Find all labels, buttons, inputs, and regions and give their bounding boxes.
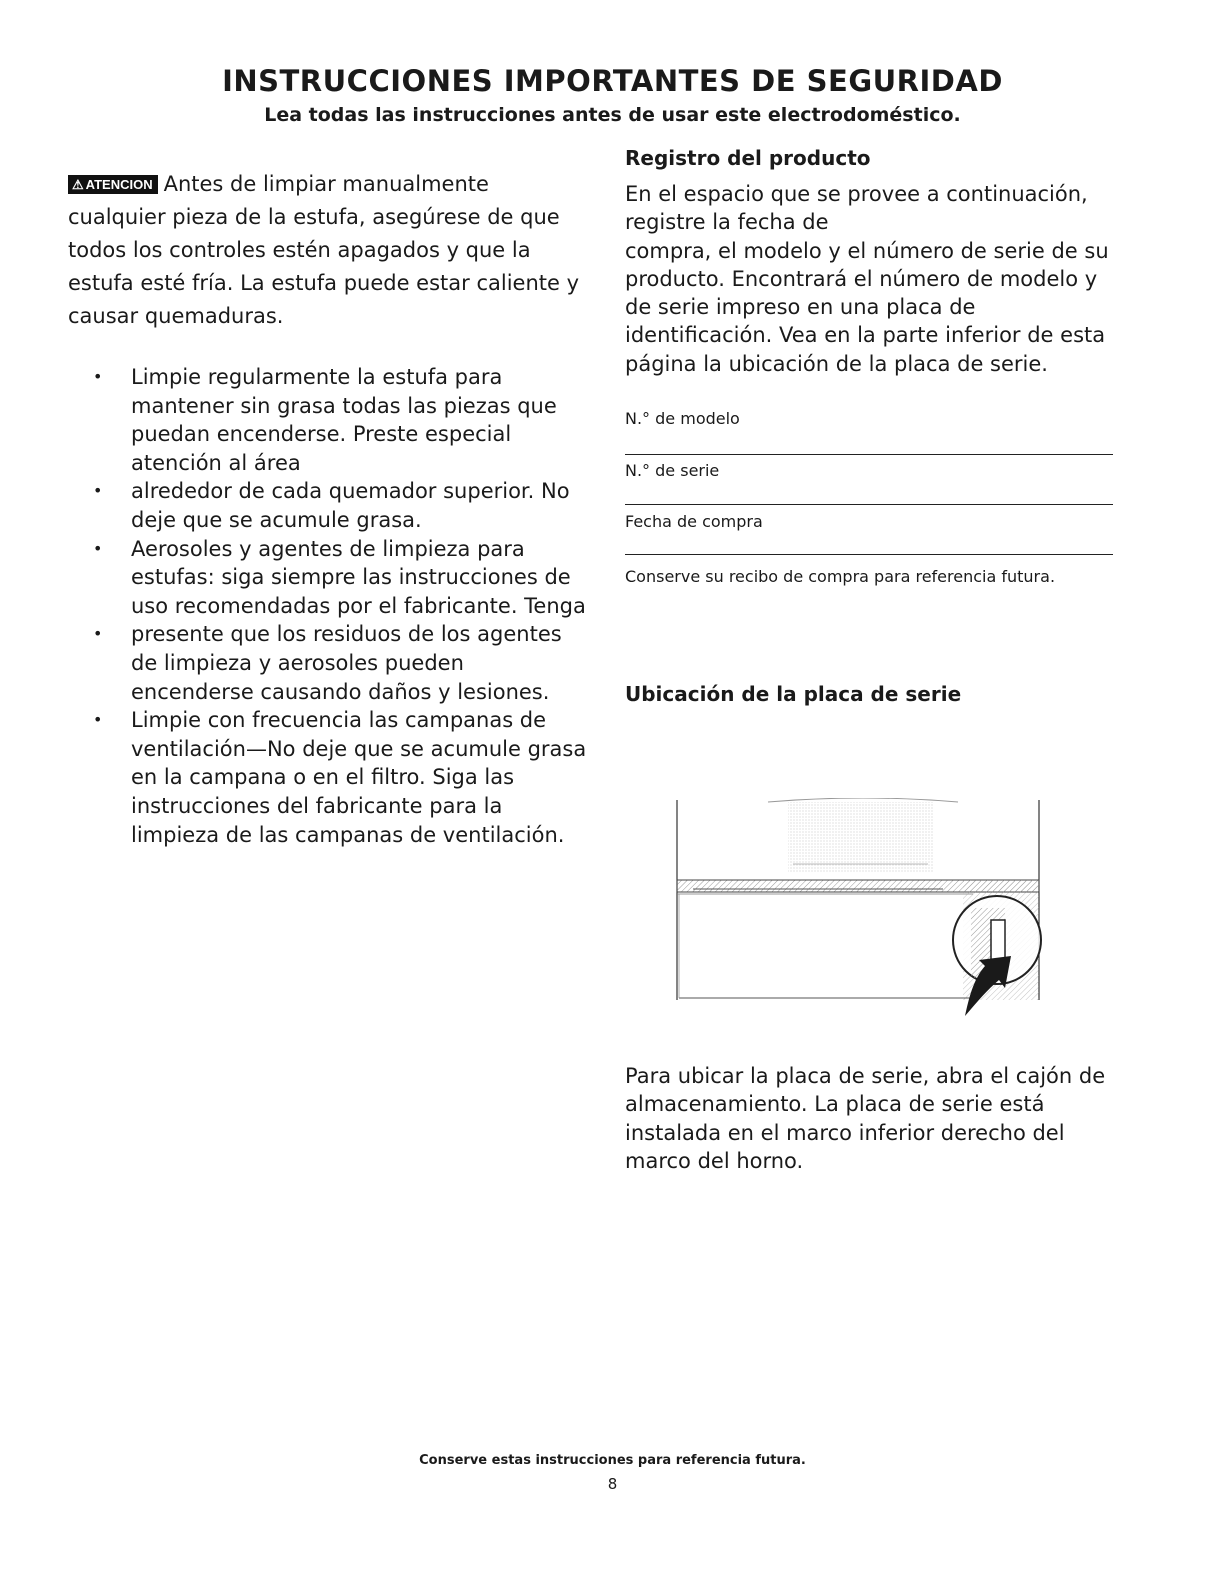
registration-heading: Registro del producto: [625, 146, 871, 170]
warning-paragraph: [68, 168, 588, 333]
registration-text: [625, 180, 1115, 378]
keep-receipt-note: Conserve su recibo de compra para referencia futura.: [625, 567, 1056, 586]
serial-plate-instructions: Para ubicar la placa de serie, abra el cajón de almacenamiento. La placa de serie está instalada en el marco inferior derecho del marco del horno.: [625, 1064, 1106, 1173]
serial-number-label: N.° de serie: [625, 461, 720, 480]
warning-text: Antes de limpiar manualmente cualquier pieza de la estufa, asegúrese de que todos los controles estén apagados y que la estufa esté fría. La estufa puede estar caliente y causar quemaduras.: [68, 172, 580, 328]
bullet-text: Aerosoles y agentes de limpieza para estufas: siga siempre las instrucciones de uso recomendadas por el fabricante. Tenga: [131, 536, 586, 618]
bullet-text: alrededor de cada quemador superior. No deje que se acumule grasa.: [131, 479, 570, 532]
purchase-date-line[interactable]: [625, 554, 1113, 555]
safety-bullet-list: [92, 363, 592, 849]
footer-note: Conserve estas instrucciones para referencia futura.: [419, 1453, 806, 1468]
list-item: [92, 363, 592, 477]
serial-plate-heading: Ubicación de la placa de serie: [625, 682, 962, 706]
serial-number-line[interactable]: [625, 504, 1113, 505]
page-number: 8: [607, 1475, 618, 1493]
model-number-label: N.° de modelo: [625, 409, 740, 428]
list-item: [92, 477, 592, 534]
bullet-text: presente que los residuos de los agentes de limpieza y aerosoles pueden encenderse causando daños y lesiones.: [131, 622, 562, 704]
bullet-text: Limpie con frecuencia las campanas de ventilación—No deje que se acumule grasa en la campana o en el filtro. Siga las instrucciones del fabricante para la limpieza de las campanas de ventilación.: [131, 708, 587, 847]
list-item: [92, 535, 592, 621]
list-item: [92, 620, 592, 706]
registration-text-line1: En el espacio que se provee a continuación, registre la fecha de: [625, 182, 1088, 235]
model-number-line[interactable]: [625, 454, 1113, 455]
page-title: INSTRUCCIONES IMPORTANTES DE SEGURIDAD: [222, 64, 1003, 98]
serial-plate-diagram: [673, 798, 1051, 1020]
purchase-date-label: Fecha de compra: [625, 512, 763, 531]
warning-triangle-icon: ⚠: [72, 177, 84, 192]
list-item: [92, 706, 592, 849]
bullet-text: Limpie regularmente la estufa para mantener sin grasa todas las piezas que puedan encenderse. Preste especial atención al área: [131, 365, 557, 475]
page-subtitle: Lea todas las instrucciones antes de usar este electrodoméstico.: [264, 104, 961, 126]
registration-text-line2: compra, el modelo y el número de serie de su producto. Encontrará el número de modelo y de serie impreso en una placa de identificación. Vea en la parte inferior de esta página la ubicación de la placa de serie.: [625, 238, 1109, 376]
warning-badge-label: ATENCION: [85, 177, 153, 192]
warning-badge: [68, 175, 158, 194]
